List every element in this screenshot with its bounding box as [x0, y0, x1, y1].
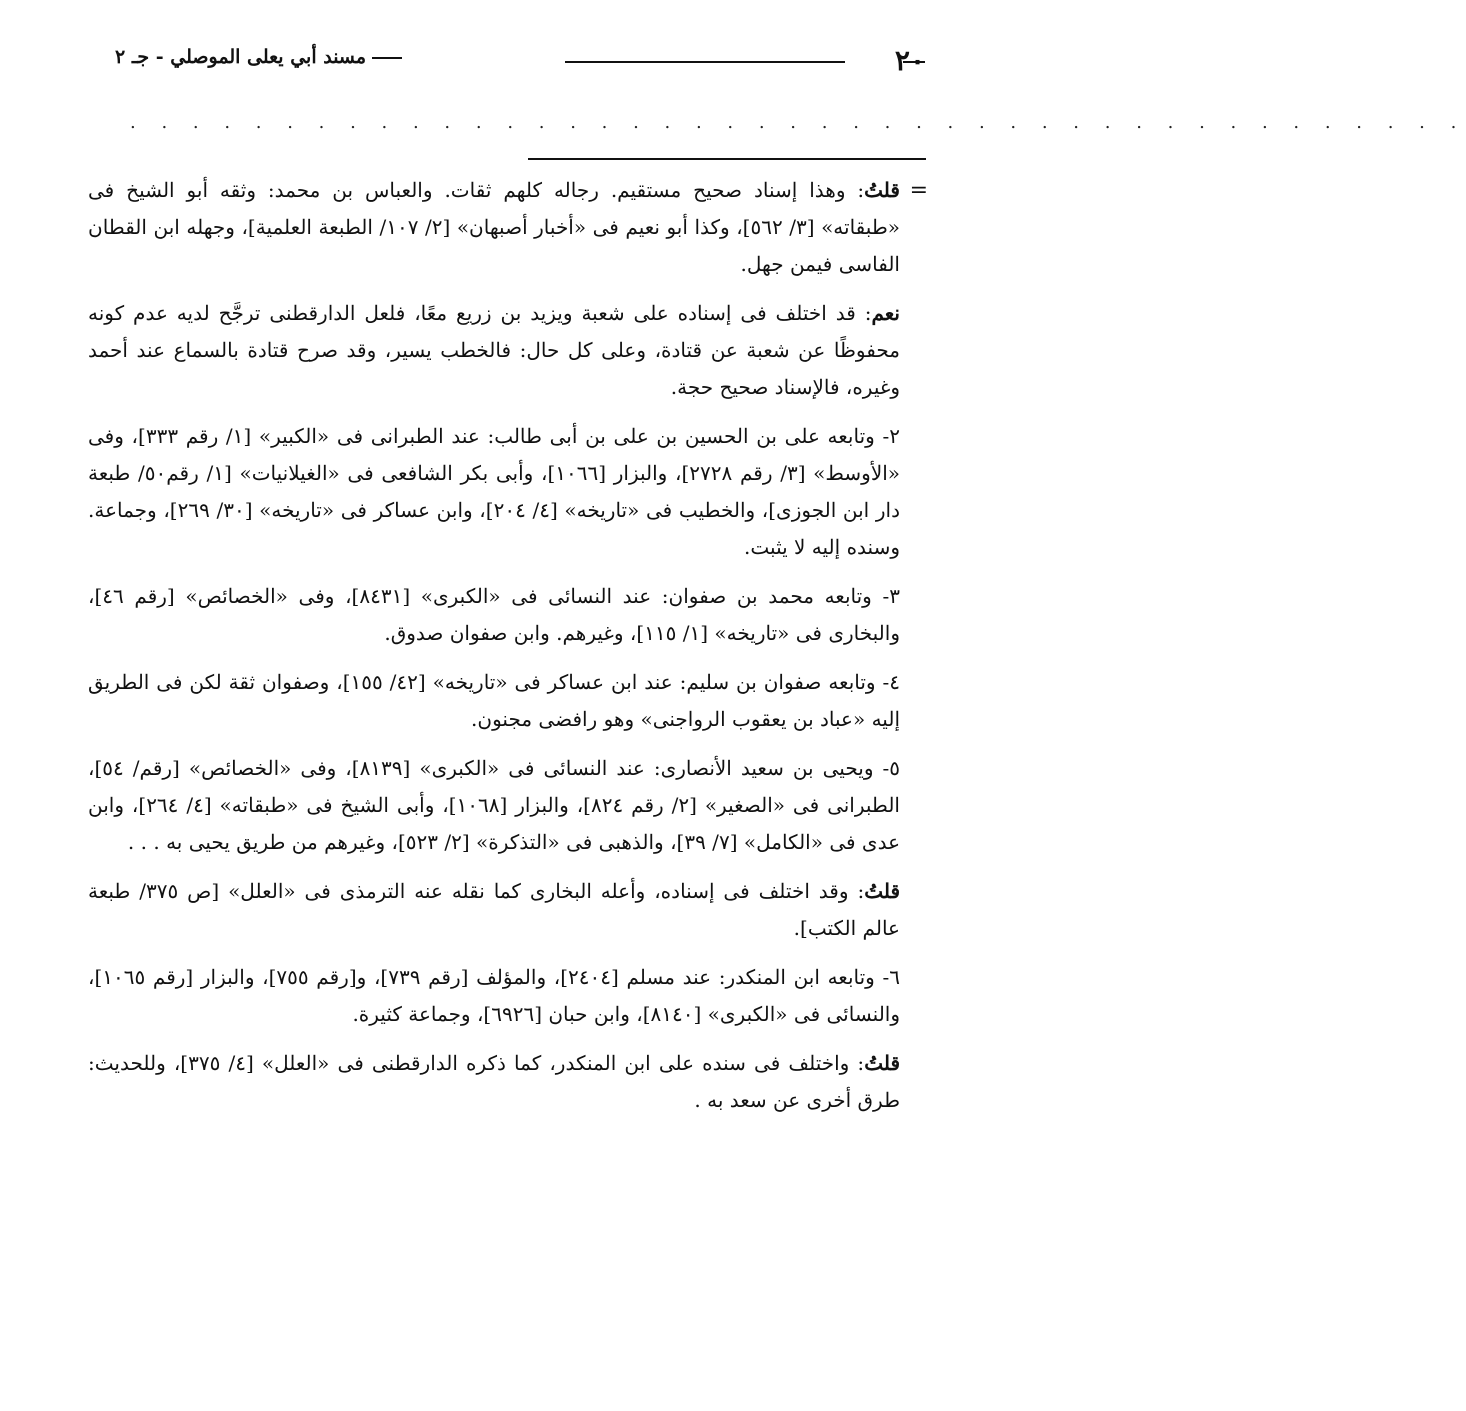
footnote-paragraph — [88, 295, 900, 406]
paragraph-text: : قد اختلف فى إسناده على شعبة ويزيد بن زريع معًا، فلعل الدارقطنى ترجَّح لديه عدم كونه محفوظًا عن شعبة عن قتادة، وعلى كل حال: فالخطب يسير، وقد صرح قتادة بالسماع عند أحمد وغيره، فالإسناد صحيح حجة. — [88, 301, 900, 399]
header-rule-right — [903, 61, 925, 63]
paragraph-text: ٢- وتابعه على بن الحسين بن على بن أبى طالب: عند الطبرانى فى «الكبير» [١/ رقم ٣٣٣]، وفى «الأوسط» [٣/ رقم ٢٧٢٨]، والبزار [١٠٦٦]، وأبى بكر الشافعى فى «الغيلانيات» [١/ رقم٥٠/ طبعة دار ابن الجوزى]، والخطيب فى «تاريخه» [٤/ ٢٠٤]، وابن عساكر فى «تاريخه» [٣٠/ ٢٦٩]، وجماعة. وسنده إليه لا يثبت. — [88, 424, 901, 559]
paragraph-text: : وقد اختلف فى إسناده، وأعله البخارى كما نقله عنه الترمذى فى «العلل» [ص ٣٧٥/ طبعة عالم الكتب]. — [88, 879, 900, 940]
footnote-paragraph — [88, 750, 900, 861]
footnote-body — [88, 172, 928, 1131]
footnote-paragraph — [88, 873, 900, 947]
footnote-rule — [528, 158, 926, 160]
paragraph-lead: قلتُ — [864, 178, 900, 202]
paragraph-text: ٤- وتابعه صفوان بن سليم: عند ابن عساكر فى «تاريخه» [٤٢/ ١٥٥]، وصفوان ثقة لكن فى الطريق إليه «عباد بن يعقوب الرواجنى» وهو رافضى مجنون. — [88, 670, 900, 731]
page-header — [115, 38, 925, 78]
paragraph-text: ٦- وتابعه ابن المنكدر: عند مسلم [٢٤٠٤]، والمؤلف [رقم ٧٣٩]، و[رقم ٧٥٥]، والبزار [رقم ١٠٦٥]، والنسائى فى «الكبرى» [٨١٤٠]، وابن حبان [٦٩٢٦]، وجماعة كثيرة. — [88, 965, 901, 1026]
header-rule-left — [372, 57, 402, 59]
paragraph-text: ٣- وتابعه محمد بن صفوان: عند النسائى فى «الكبرى» [٨٤٣١]، وفى «الخصائص» [رقم ٤٦]، والبخارى فى «تاريخه» [١/ ١١٥]، وغيرهم. وابن صفوان صدوق. — [88, 584, 900, 645]
running-title — [115, 46, 402, 68]
paragraph-lead: قلتُ — [864, 1051, 901, 1075]
footnote-paragraph — [88, 664, 900, 738]
dotted-separator: . . . . . . . . . . . . . . . . . . . . . . . . . . . . . . . . . . . . . . . . . . . — [130, 112, 1466, 133]
footnote-paragraph — [88, 959, 900, 1033]
paragraph-text: : واختلف فى سنده على ابن المنكدر، كما ذكره الدارقطنى فى «العلل» [٤/ ٣٧٥]، وللحديث: طرق أخرى عن سعد به . — [88, 1051, 900, 1112]
continuation-mark: = — [909, 178, 928, 203]
paragraph-text: : وهذا إسناد صحيح مستقيم. رجاله كلهم ثقات. والعباس بن محمد: وثقه أبو الشيخ فى «طبقاته» [٣/ ٥٦٢]، وكذا أبو نعيم فى «أخبار أصبهان» [٢/ ١٠٧/ الطبعة العلمية]، وجهله ابن القطان الفاسى فيمن جهل. — [88, 178, 900, 276]
footnote-paragraph — [88, 172, 928, 283]
page-number: ٢٠ — [894, 44, 925, 77]
header-rule-middle — [565, 61, 845, 63]
footnote-paragraph — [88, 418, 900, 566]
paragraph-text: ٥- ويحيى بن سعيد الأنصارى: عند النسائى فى «الكبرى» [٨١٣٩]، وفى «الخصائص» [رقم/ ٥٤]، الطبرانى فى «الصغير» [٢/ رقم ٨٢٤]، والبزار [١٠٦٨]، وأبى الشيخ فى «طبقاته» [٤/ ٢٦٤]، وابن عدى فى «الكامل» [٧/ ٣٩]، والذهبى فى «التذكرة» [٢/ ٥٢٣]، وغيرهم من طريق يحيى به . . . — [88, 756, 900, 854]
footnote-paragraph — [88, 1045, 900, 1119]
paragraph-lead: قلتُ — [864, 879, 901, 903]
paragraph-lead: نعم — [871, 301, 900, 325]
footnote-paragraph — [88, 578, 900, 652]
running-title-text: مسند أبي يعلى الموصلي - جـ ٢ — [115, 46, 367, 68]
